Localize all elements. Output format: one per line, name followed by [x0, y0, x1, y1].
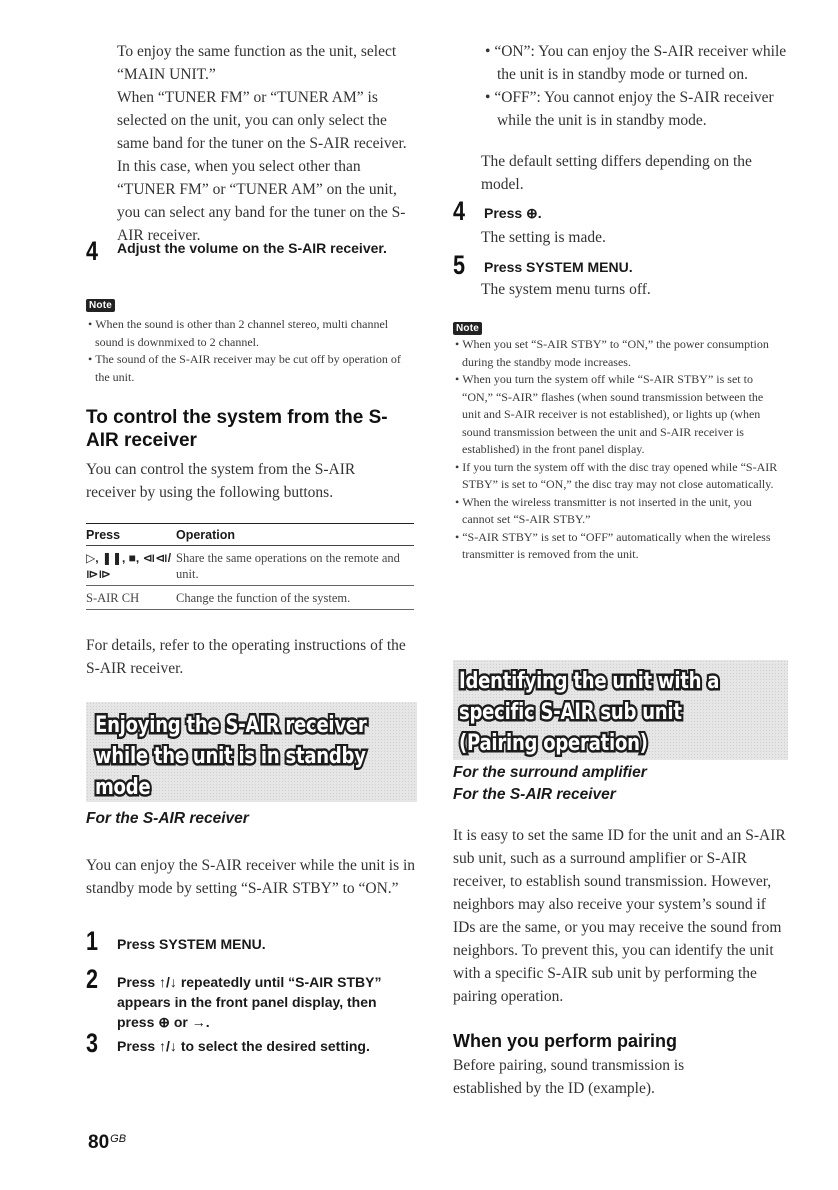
sub-heading-surround: For the surround amplifier [453, 764, 647, 781]
note-list-right [453, 336, 778, 564]
intro-section [117, 40, 417, 247]
section-title-control: To control the system from the S-AIR receiver [86, 407, 388, 451]
table-row [86, 586, 414, 610]
note-item: • “S-AIR STBY” is set to “OFF” automatically when the wireless transmitter is removed from the unit. [453, 529, 778, 564]
note-item: • When you turn the system off while “S-AIR STBY” is set to “ON,” “S-AIR” flashes (when sound transmission between the unit and S-AIR receiver is not established), or lights up (when sound transmission between the unit and S-AIR receiver is established) in the front panel display. [453, 371, 778, 459]
perform-paragraph: Before pairing, sound transmission is established by the ID (example). [453, 1057, 685, 1097]
step-number: 3 [86, 1028, 99, 1058]
step-number: 2 [86, 964, 99, 994]
step-1 [86, 928, 416, 955]
step-3 [86, 1030, 426, 1057]
banner-line: while the unit is in standby [95, 744, 366, 769]
sub-heading-receiver: For the S-AIR receiver [453, 786, 616, 803]
standby-paragraph: You can enjoy the S-AIR receiver while the unit is in standby mode by setting “S-AIR STBY” to “ON.” [86, 857, 416, 897]
step-2 [86, 966, 416, 1032]
step-number: 5 [453, 250, 466, 280]
step-5 [453, 252, 788, 279]
step-text: Press ↑/↓ repeatedly until “S-AIR STBY” appears in the front panel display, then press ⊕ or →. [117, 974, 382, 1030]
page-number-value: 80 [88, 1132, 110, 1153]
step-text: Press ⊕. [484, 205, 542, 221]
step-number: 4 [453, 196, 466, 226]
intro-paragraph: When “TUNER FM” or “TUNER AM” is selected on the unit, you can only select the same band for the tuner on the S-AIR receiver. In this case, when you select other than “TUNER FM” or “TUNER AM” on the unit, you can select any band for the tuner on the S-AIR receiver. [117, 89, 407, 244]
bullet-item: • “OFF”: You cannot enjoy the S-AIR receiver while the unit is in standby mode. [485, 89, 774, 129]
table-cell-press: S-AIR CH [86, 586, 176, 610]
note-badge-left [86, 295, 115, 313]
table-header-row [86, 524, 414, 546]
page-number-suffix: GB [110, 1133, 127, 1145]
banner-line: Identifying the unit with a [459, 669, 720, 694]
step-text: Press SYSTEM MENU. [484, 259, 633, 275]
step-5-desc: The system menu turns off. [481, 281, 651, 298]
intro-paragraph: To enjoy the same function as the unit, select “MAIN UNIT.” [117, 43, 397, 83]
table-cell-press: ▷, ❚❚, ■, ⧏⧏/⧐⧐ [86, 546, 176, 586]
pairing-subheadings [453, 762, 647, 806]
step-4-left [86, 238, 416, 265]
note-item: • When the wireless transmitter is not inserted in the unit, you cannot set “S-AIR STBY.” [453, 494, 778, 529]
details-paragraph: For details, refer to the operating instructions of the S-AIR receiver. [86, 637, 406, 677]
default-paragraph: The default setting differs depending on the model. [481, 153, 752, 193]
bullet-text: “OFF”: You cannot enjoy the S-AIR receiver while the unit is in standby mode. [494, 89, 774, 129]
step-4-desc: The setting is made. [481, 229, 606, 246]
table-cell-operation: Change the function of the system. [176, 586, 414, 610]
step-text: Adjust the volume on the S-AIR receiver. [117, 240, 387, 256]
step-number: 4 [86, 236, 99, 266]
note-item: • When you set “S-AIR STBY” to “ON,” the power consumption during the standby mode increases. [453, 336, 778, 371]
note-icon: Note [86, 299, 115, 312]
perform-pairing-title: When you perform pairing [453, 1031, 678, 1051]
step-number: 1 [86, 926, 99, 956]
standby-options [481, 40, 791, 132]
note-item: • When the sound is other than 2 channel stereo, multi channel sound is downmixed to 2 channel. [86, 316, 418, 351]
banner-line: specific S-AIR sub unit [459, 700, 682, 725]
note-icon: Note [453, 322, 482, 335]
table-header: Press [86, 524, 176, 546]
note-item: • If you turn the system off with the disc tray opened while “S-AIR STBY” is set to “ON,” the disc tray may not close automatically. [453, 459, 778, 494]
page-number [88, 1132, 126, 1154]
step-text: Press ↑/↓ to select the desired setting. [117, 1038, 370, 1054]
banner-standby [86, 702, 417, 802]
note-badge-right [453, 318, 482, 336]
table-header: Operation [176, 524, 414, 546]
step-text: Press SYSTEM MENU. [117, 936, 266, 952]
banner-line: Enjoying the S-AIR receiver [95, 713, 367, 738]
operations-table-wrap [86, 523, 414, 610]
note-item: • The sound of the S-AIR receiver may be cut off by operation of the unit. [86, 351, 418, 386]
banner-line: (Pairing operation) [459, 731, 648, 756]
step-4-right [453, 198, 788, 225]
control-paragraph: You can control the system from the S-AIR receiver by using the following buttons. [86, 461, 356, 501]
sub-heading-s-air-receiver: For the S-AIR receiver [86, 810, 249, 827]
table-row [86, 546, 414, 586]
banner-pairing [453, 660, 788, 760]
note-list-left [86, 316, 418, 386]
bullet-text: “ON”: You can enjoy the S-AIR receiver while the unit is in standby mode or turned on. [494, 43, 787, 83]
banner-line: mode [95, 775, 151, 800]
operations-table [86, 523, 414, 610]
bullet-item: • “ON”: You can enjoy the S-AIR receiver while the unit is in standby mode or turned on. [485, 43, 787, 83]
table-cell-operation: Share the same operations on the remote and unit. [176, 546, 414, 586]
pairing-paragraph: It is easy to set the same ID for the unit and an S-AIR sub unit, such as a surround amplifier or S-AIR receiver, to establish sound transmission. However, neighbors may also receive your system’s sound if IDs are the same, or you may receive the sound from neighbors. To prevent this, you can identify the unit with a specific S-AIR sub unit by performing the pairing operation. [453, 827, 786, 1005]
